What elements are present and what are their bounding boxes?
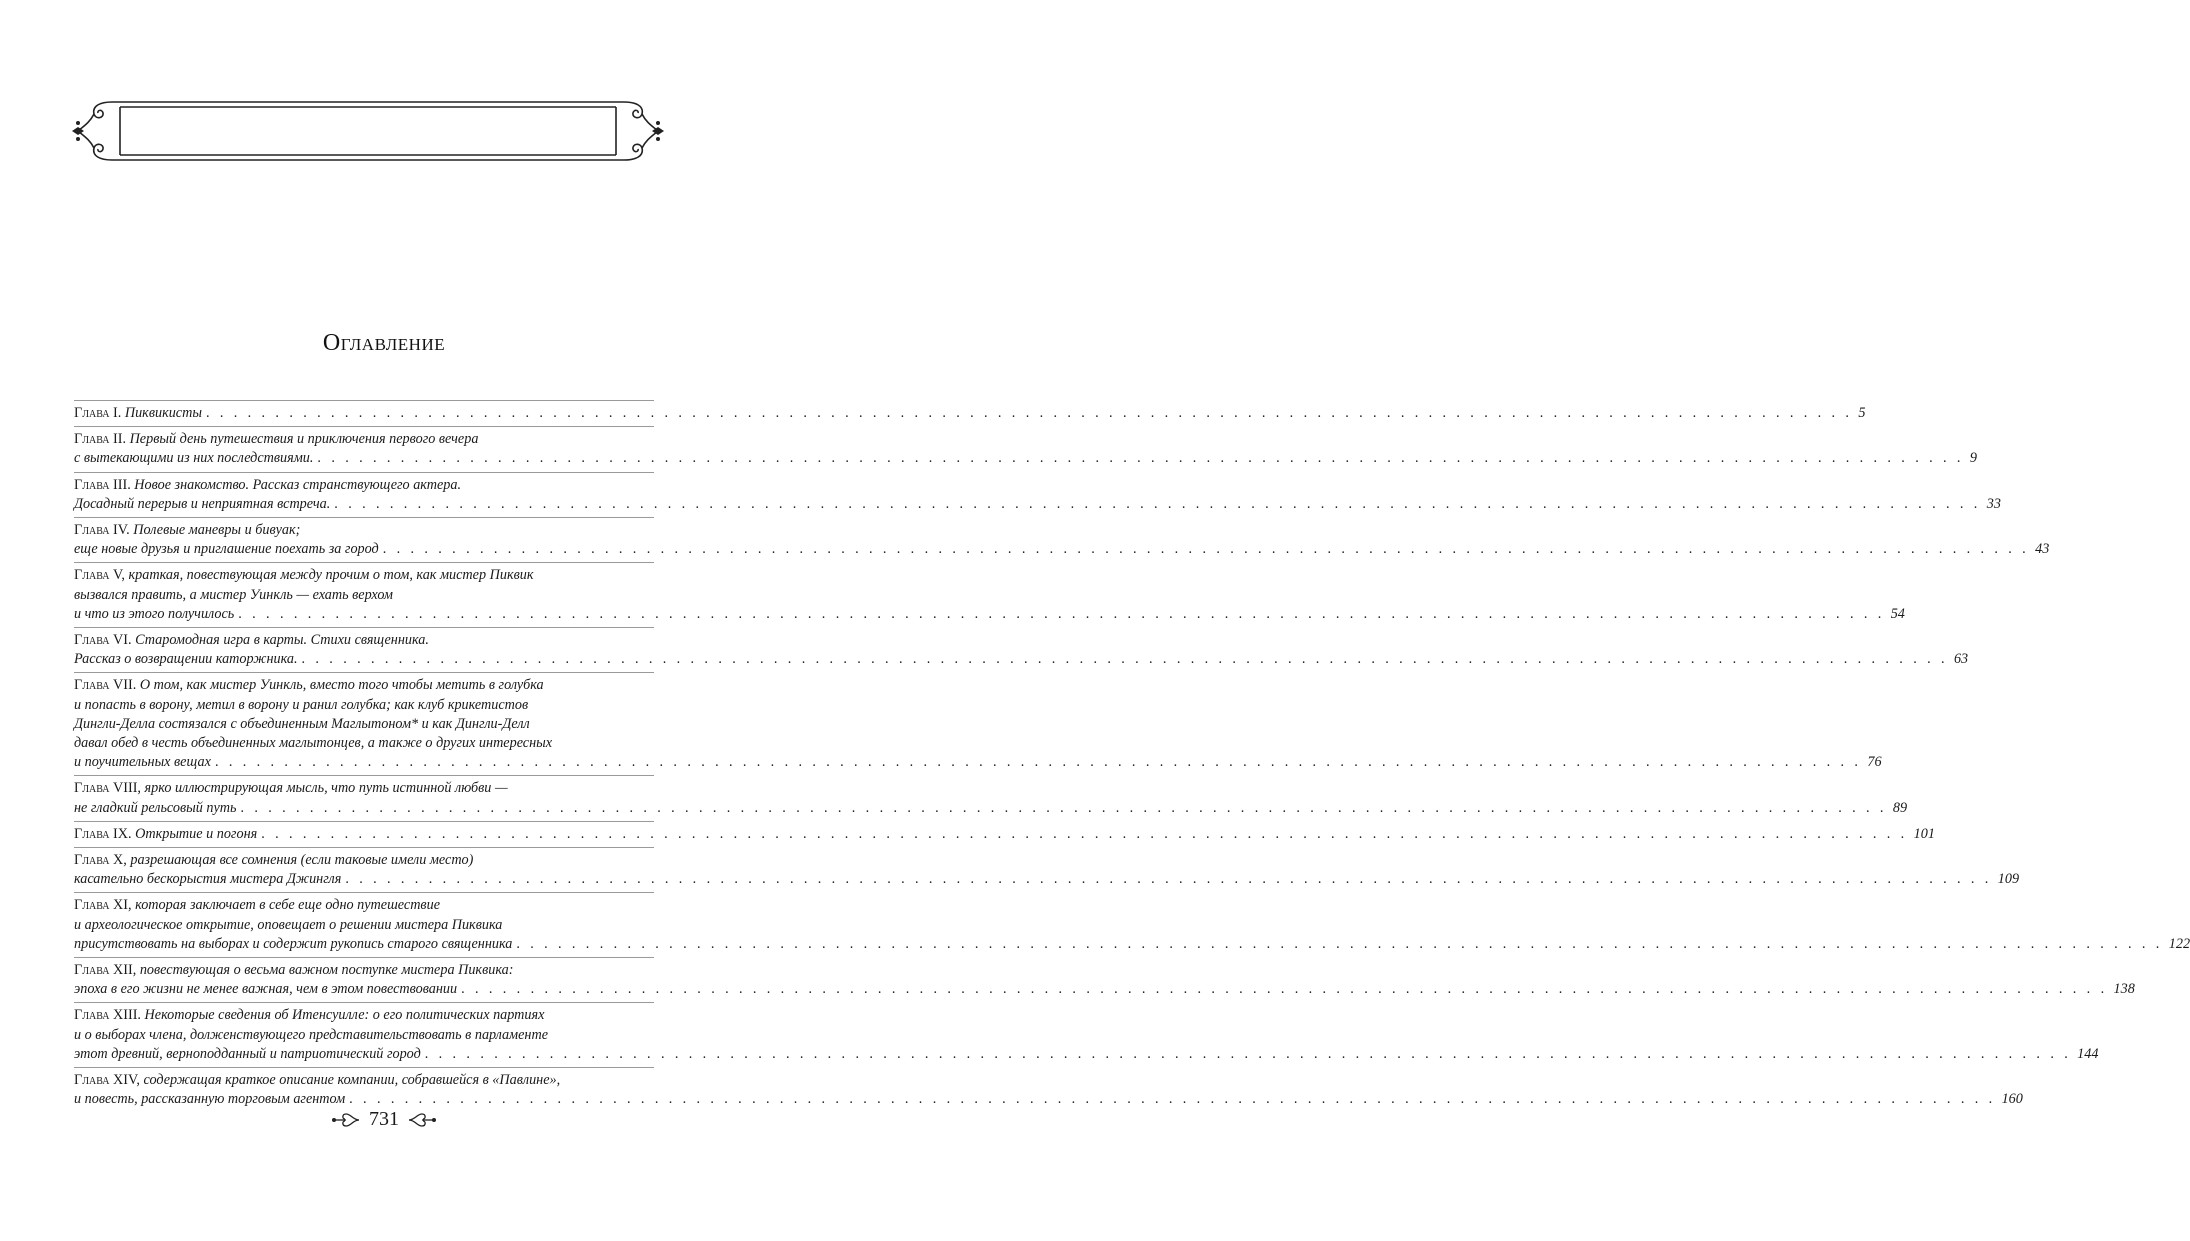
- chapter-title-text: повествующая о весьма важном поступке мистера Пиквика:: [139, 962, 514, 979]
- chapter-title-text: Первый день путешествия и приключения первого вечера: [129, 431, 479, 448]
- chapter-page-number: 54: [1890, 605, 1905, 622]
- toc-entry: [74, 627, 1969, 672]
- chapter-page-number: 63: [1953, 651, 1969, 668]
- chapter-label: Глава II.: [74, 431, 127, 448]
- chapter-title-text: разрешающая все сомнения (если таковые имели место): [130, 852, 474, 869]
- toc-entry-line: [74, 935, 2190, 954]
- leader-dots: [383, 540, 2029, 559]
- chapter-title-text: О том, как мистер Уинкль, вместо того чтобы метить в голубка: [139, 677, 544, 694]
- toc-entry-line: [74, 495, 2001, 514]
- chapter-title-text: Старомодная игра в карты. Стихи священника.: [135, 632, 429, 649]
- chapter-title-text: Некоторые сведения об Итенсуилле: о его политических партиях: [144, 1007, 545, 1024]
- chapter-title-text: касательно бескорыстия мистера Джингля: [74, 871, 342, 888]
- chapter-title-text: которая заключает в себе еще одно путешествие: [135, 897, 440, 914]
- toc-entry-line: [74, 715, 654, 734]
- leader-dots: [302, 650, 1948, 669]
- toc-entry-line: [74, 430, 654, 449]
- chapter-label: Глава XIV,: [74, 1072, 140, 1089]
- chapter-title-text: еще новые друзья и приглашение поехать за город: [74, 541, 379, 558]
- toc-entry: [74, 426, 1977, 471]
- toc-entry: [74, 517, 2050, 562]
- chapter-title-text: с вытекающими из них последствиями.: [74, 450, 314, 467]
- chapter-page-number: 9: [1969, 450, 1977, 467]
- chapter-title-text: присутствовать на выборах и содержит рукопись старого священника: [74, 935, 513, 952]
- toc-entry-line: [74, 916, 654, 935]
- chapter-label: Глава VIII,: [74, 780, 141, 797]
- toc-entry-line: [74, 631, 654, 650]
- toc-entry-line: [74, 566, 654, 585]
- chapter-page-number: 138: [2113, 981, 2135, 998]
- toc-entry-line: [74, 1026, 654, 1045]
- chapter-title-text: Открытие и погоня: [135, 825, 258, 842]
- toc-entry-line: [74, 825, 1935, 844]
- chapter-title-text: давал обед в честь объединенных маглытонцев, а также о других интересных: [74, 735, 553, 752]
- chapter-label: Глава X,: [74, 852, 127, 869]
- toc-entry-line: [74, 696, 654, 715]
- toc-entry-line: [74, 676, 654, 695]
- leader-dots: [334, 495, 1980, 514]
- chapter-page-number: 89: [1892, 799, 1908, 816]
- leader-dots: [261, 825, 1907, 844]
- leader-dots: [516, 935, 2162, 954]
- toc-entry-line: [74, 851, 654, 870]
- chapter-page-number: 109: [1997, 871, 2020, 888]
- chapter-label: Глава IX.: [74, 825, 132, 842]
- chapter-title-text: и попасть в ворону, метил в ворону и ранил голубка; как клуб крикетистов: [74, 696, 529, 713]
- toc-entry: [74, 672, 1882, 775]
- toc-entry: [74, 1067, 2023, 1112]
- toc-entry-line: [74, 1006, 654, 1025]
- chapter-label: Глава XIII.: [74, 1007, 141, 1024]
- chapter-page-number: 43: [2035, 541, 2050, 558]
- toc-entry: [74, 400, 1866, 426]
- chapter-title-text: и что из этого получилось: [74, 605, 235, 622]
- chapter-title-text: ярко иллюстрирующая мысль, что путь истинной любви —: [144, 780, 508, 797]
- toc-entry-line: [74, 1090, 2023, 1109]
- toc-entry: [74, 957, 2135, 1002]
- chapter-page-number: 101: [1913, 825, 1935, 842]
- toc-entry-line: [74, 476, 654, 495]
- toc-entry-line: [74, 650, 1969, 669]
- leader-dots: [240, 799, 1886, 818]
- leader-dots: [206, 404, 1852, 423]
- chapter-title-text: Новое знакомство. Рассказ странствующего актера.: [134, 476, 462, 493]
- chapter-label: Глава XI,: [74, 897, 132, 914]
- toc-entry-line: [74, 586, 654, 605]
- chapter-title-text: вызвался править, а мистер Уинкль — ехать верхом: [74, 586, 393, 603]
- leader-dots: [461, 980, 2107, 999]
- toc-entry-line: [74, 1045, 2099, 1064]
- page-number: 731: [369, 1108, 399, 1130]
- toc-entry: [74, 562, 1905, 627]
- toc-entry: [74, 472, 2001, 517]
- chapter-page-number: 33: [1986, 495, 2001, 512]
- toc-entry: [74, 892, 2190, 957]
- toc-entry-line: [74, 980, 2135, 999]
- toc-entry: [74, 821, 1935, 847]
- toc-entry-line: [74, 799, 1908, 818]
- chapter-title-text: и о выборах члена, долженствующего представительствовать в парламенте: [74, 1026, 548, 1043]
- leader-dots: [317, 449, 1963, 468]
- toc-entry-line: [74, 961, 654, 980]
- leader-dots: [345, 870, 1991, 889]
- leader-dots: [349, 1090, 1995, 1109]
- chapter-page-number: 122: [2168, 935, 2190, 952]
- toc-entry-line: [74, 753, 1882, 772]
- leader-dots: [215, 753, 1861, 772]
- right-ornament-icon: [407, 1110, 437, 1130]
- toc-entry-line: [74, 540, 2050, 559]
- chapter-page-number: 76: [1867, 754, 1882, 771]
- chapter-label: Глава VI.: [74, 632, 132, 649]
- chapter-title-text: содержащая краткое описание компании, собравшейся в «Павлине»,: [143, 1072, 561, 1089]
- toc-entry-line: [74, 605, 1905, 624]
- toc-entry: [74, 775, 1908, 820]
- chapter-title-text: Дингли-Делла состязался с объединенным Маглытоном* и как Дингли-Делл: [74, 715, 530, 732]
- table-of-contents: [74, 400, 2190, 1113]
- toc-entry-line: [74, 734, 654, 753]
- chapter-title-text: краткая, повествующая между прочим о том, как мистер Пиквик: [128, 567, 534, 584]
- leader-dots: [425, 1045, 2071, 1064]
- chapter-label: Глава VII.: [74, 677, 137, 694]
- chapter-title-text: и археологическое открытие, оповещает о решении мистера Пиквика: [74, 916, 503, 933]
- ornamental-header-frame: [70, 96, 666, 166]
- chapter-label: Глава I.: [74, 405, 122, 421]
- chapter-label: Глава XII,: [74, 962, 137, 979]
- toc-entry-line: [74, 779, 654, 798]
- chapter-title-text: эпоха в его жизни не менее важная, чем в этом повествовании: [74, 981, 458, 998]
- chapter-title-text: Полевые маневры и бивуак;: [133, 522, 301, 539]
- chapter-label: Глава IV.: [74, 522, 130, 539]
- chapter-title-text: этот древний, верноподданный и патриотический город: [74, 1045, 421, 1062]
- chapter-page-number: 144: [2077, 1045, 2099, 1062]
- toc-entry-line: [74, 896, 654, 915]
- page-folio: [0, 1108, 768, 1131]
- toc-entry: [74, 1002, 2099, 1067]
- left-ornament-icon: [331, 1110, 361, 1130]
- toc-entry-line: [74, 870, 2020, 889]
- chapter-title-text: Пиквикисты: [124, 405, 202, 421]
- chapter-title-text: и поучительных вещах: [74, 754, 211, 771]
- chapter-label: Глава V,: [74, 567, 125, 584]
- toc-entry-line: [74, 449, 1977, 468]
- chapter-title-text: и повесть, рассказанную торговым агентом: [74, 1091, 346, 1108]
- chapter-label: Глава III.: [74, 476, 131, 493]
- chapter-page-number: 160: [2001, 1091, 2023, 1108]
- chapter-title-text: не гладкий рельсовый путь: [74, 799, 237, 816]
- toc-entry: [74, 847, 2020, 892]
- chapter-page-number: 5: [1858, 405, 1866, 421]
- leader-dots: [238, 605, 1884, 624]
- chapter-title-text: Досадный перерыв и неприятная встреча.: [74, 495, 331, 512]
- page-title: Оглавление: [322, 330, 446, 356]
- toc-entry-line: [74, 521, 654, 540]
- chapter-title-text: Рассказ о возвращении каторжника.: [74, 651, 298, 668]
- toc-entry-line: [74, 404, 1866, 423]
- toc-entry-line: [74, 1071, 654, 1090]
